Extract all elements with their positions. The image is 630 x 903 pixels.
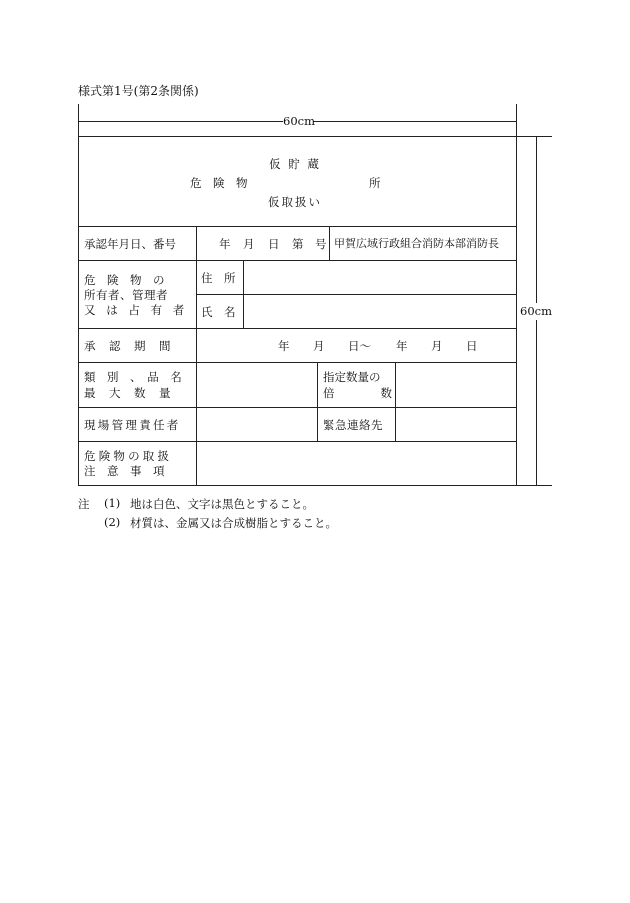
owner-address-label: 住 所 (201, 271, 236, 285)
height-dim-ext-bottom (516, 485, 552, 486)
notes-prefix: 注 (78, 497, 90, 511)
row-divider-owner-mid (196, 294, 516, 295)
sign-line-hazardous: 危 険 物 (190, 176, 248, 190)
contact-label: 緊急連絡先 (323, 418, 383, 432)
row-divider-1 (78, 226, 516, 227)
period-start-year: 年 (278, 339, 290, 353)
period-end-day: 日 (466, 339, 478, 353)
table-top-border (78, 136, 516, 137)
table-left-border (78, 136, 79, 485)
category-mid-divider (317, 362, 318, 441)
approval-authority-divider (329, 226, 330, 260)
period-label: 承 認 期 間 (84, 339, 172, 353)
period-end-year: 年 (396, 339, 408, 353)
manager-label: 現場管理責任者 (84, 418, 181, 432)
row-divider-5 (78, 407, 516, 408)
width-dim-line-left (78, 121, 283, 122)
precautions-label-line-1: 危険物の取扱 (84, 449, 173, 463)
period-end-month: 月 (431, 339, 443, 353)
category-value-divider (395, 362, 396, 441)
owner-label-line-1: 危 険 物 の (84, 273, 165, 287)
owner-label-divider (243, 260, 244, 328)
approval-number-prefix: 第 (292, 237, 304, 251)
period-start-day: 日〜 (348, 339, 371, 353)
owner-label-line-3: 又 は 占 有 者 (84, 303, 184, 317)
sign-line-place: 所 (369, 176, 381, 190)
row-divider-6 (78, 441, 516, 442)
height-dimension-label: 60cm (520, 304, 552, 318)
category-label-line-2: 最 大 数 量 (84, 386, 172, 400)
form-title: 様式第1号(第2条関係) (78, 84, 199, 98)
approval-label (84, 237, 190, 251)
note-1-number: (1) (104, 496, 121, 510)
label-column-divider (196, 226, 197, 485)
category-label-line-1: 類 別 、 品 名 (84, 370, 182, 384)
height-dim-line-bottom (536, 320, 537, 485)
approval-label-text: 承認年月日、番号 (84, 237, 176, 251)
sign-line-handling: 仮取扱い (268, 195, 322, 209)
row-divider-3 (78, 328, 516, 329)
width-dimension-label: 60cm (283, 114, 315, 128)
width-dim-line-right (313, 121, 516, 122)
approval-date-month: 月 (243, 237, 255, 251)
note-2-number: (2) (104, 515, 121, 529)
multiple-label-line-1: 指定数量の (323, 370, 381, 384)
note-1-text: 地は白色、文字は黒色とすること。 (130, 497, 314, 511)
row-divider-4 (78, 362, 516, 363)
table-right-border (516, 136, 517, 485)
period-start-month: 月 (313, 339, 325, 353)
note-2-text: 材質は、金属又は合成樹脂とすること。 (130, 516, 337, 530)
width-dim-ext-right (516, 104, 517, 136)
width-dim-ext-left (78, 104, 79, 136)
height-dim-ext-top (516, 136, 552, 137)
approval-number-suffix: 号 (315, 237, 327, 251)
approval-date-day: 日 (268, 237, 280, 251)
approval-authority: 甲賀広域行政組合消防本部消防長 (334, 237, 499, 250)
multiple-label-line-2: 倍 数 (323, 386, 392, 400)
table-bottom-border (78, 485, 516, 486)
approval-date-year: 年 (219, 237, 231, 251)
owner-name-label: 氏 名 (201, 305, 236, 319)
precautions-label-line-2: 注 意 事 項 (84, 464, 165, 478)
sign-line-storage: 仮 貯 蔵 (269, 157, 321, 171)
row-divider-2 (78, 260, 516, 261)
owner-label-line-2: 所有者、管理者 (84, 288, 168, 302)
height-dim-line-top (536, 136, 537, 303)
